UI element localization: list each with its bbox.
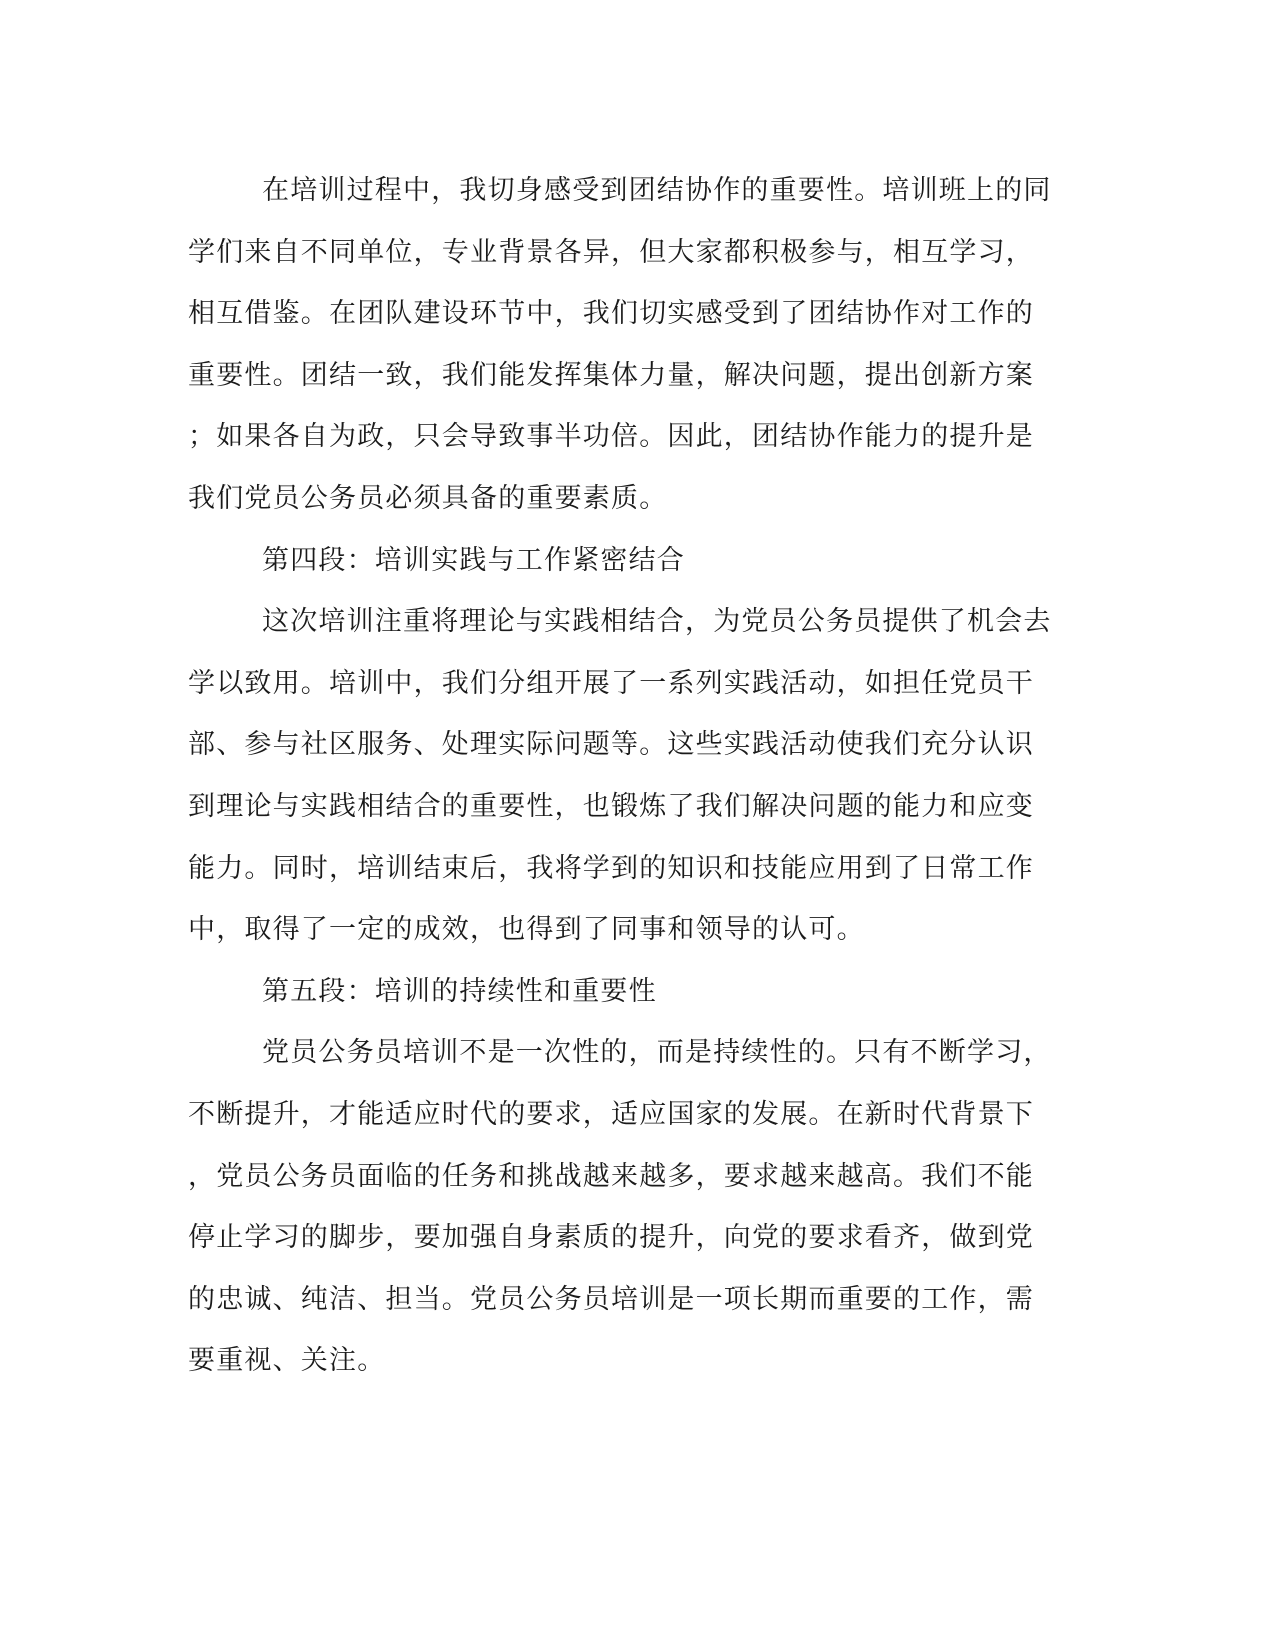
document-body <box>188 160 1088 1392</box>
paragraph-line: 不断提升，才能适应时代的要求，适应国家的发展。在新时代背景下 <box>188 1098 1034 1130</box>
paragraph-line: 这次培训注重将理论与实践相结合，为党员公务员提供了机会去 <box>262 606 1052 638</box>
paragraph-line: 停止学习的脚步，要加强自身素质的提升，向党的要求看齐，做到党 <box>188 1222 1034 1254</box>
paragraph-line: 学以致用。培训中，我们分组开展了一系列实践活动，如担任党员干 <box>188 667 1034 699</box>
paragraph-line: 相互借鉴。在团队建设环节中，我们切实感受到了团结协作对工作的 <box>188 298 1034 330</box>
paragraph-line: 学们来自不同单位，专业背景各异，但大家都积极参与，相互学习， <box>188 236 1034 268</box>
paragraph-line: ，党员公务员面临的任务和挑战越来越多，要求越来越高。我们不能 <box>188 1160 1034 1192</box>
paragraph-teamwork <box>188 160 1088 530</box>
paragraph-line: 在培训过程中，我切身感受到团结协作的重要性。培训班上的同 <box>262 175 1052 206</box>
paragraph-line: 中，取得了一定的成效，也得到了同事和领导的认可。 <box>188 914 865 946</box>
paragraph-line: 能力。同时，培训结束后，我将学到的知识和技能应用到了日常工作 <box>188 852 1034 884</box>
paragraph-line: 的忠诚、纯洁、担当。党员公务员培训是一项长期而重要的工作，需 <box>188 1283 1034 1315</box>
paragraph-continuity <box>188 1022 1088 1392</box>
paragraph-line: 到理论与实践相结合的重要性，也锻炼了我们解决问题的能力和应变 <box>188 790 1034 822</box>
paragraph-line: 要重视、关注。 <box>188 1345 386 1377</box>
paragraph-line: ；如果各自为政，只会导致事半功倍。因此，团结协作能力的提升是 <box>188 421 1034 453</box>
paragraph-line: 部、参与社区服务、处理实际问题等。这些实践活动使我们充分认识 <box>188 729 1034 761</box>
section-heading-5: 第五段：培训的持续性和重要性 <box>262 975 657 1007</box>
paragraph-line: 重要性。团结一致，我们能发挥集体力量，解决问题，提出创新方案 <box>188 359 1034 391</box>
paragraph-practice <box>188 591 1088 961</box>
paragraph-line: 党员公务员培训不是一次性的，而是持续性的。只有不断学习， <box>262 1037 1052 1069</box>
section-heading-4: 第四段：培训实践与工作紧密结合 <box>262 544 685 576</box>
paragraph-line: 我们党员公务员必须具备的重要素质。 <box>188 482 668 514</box>
